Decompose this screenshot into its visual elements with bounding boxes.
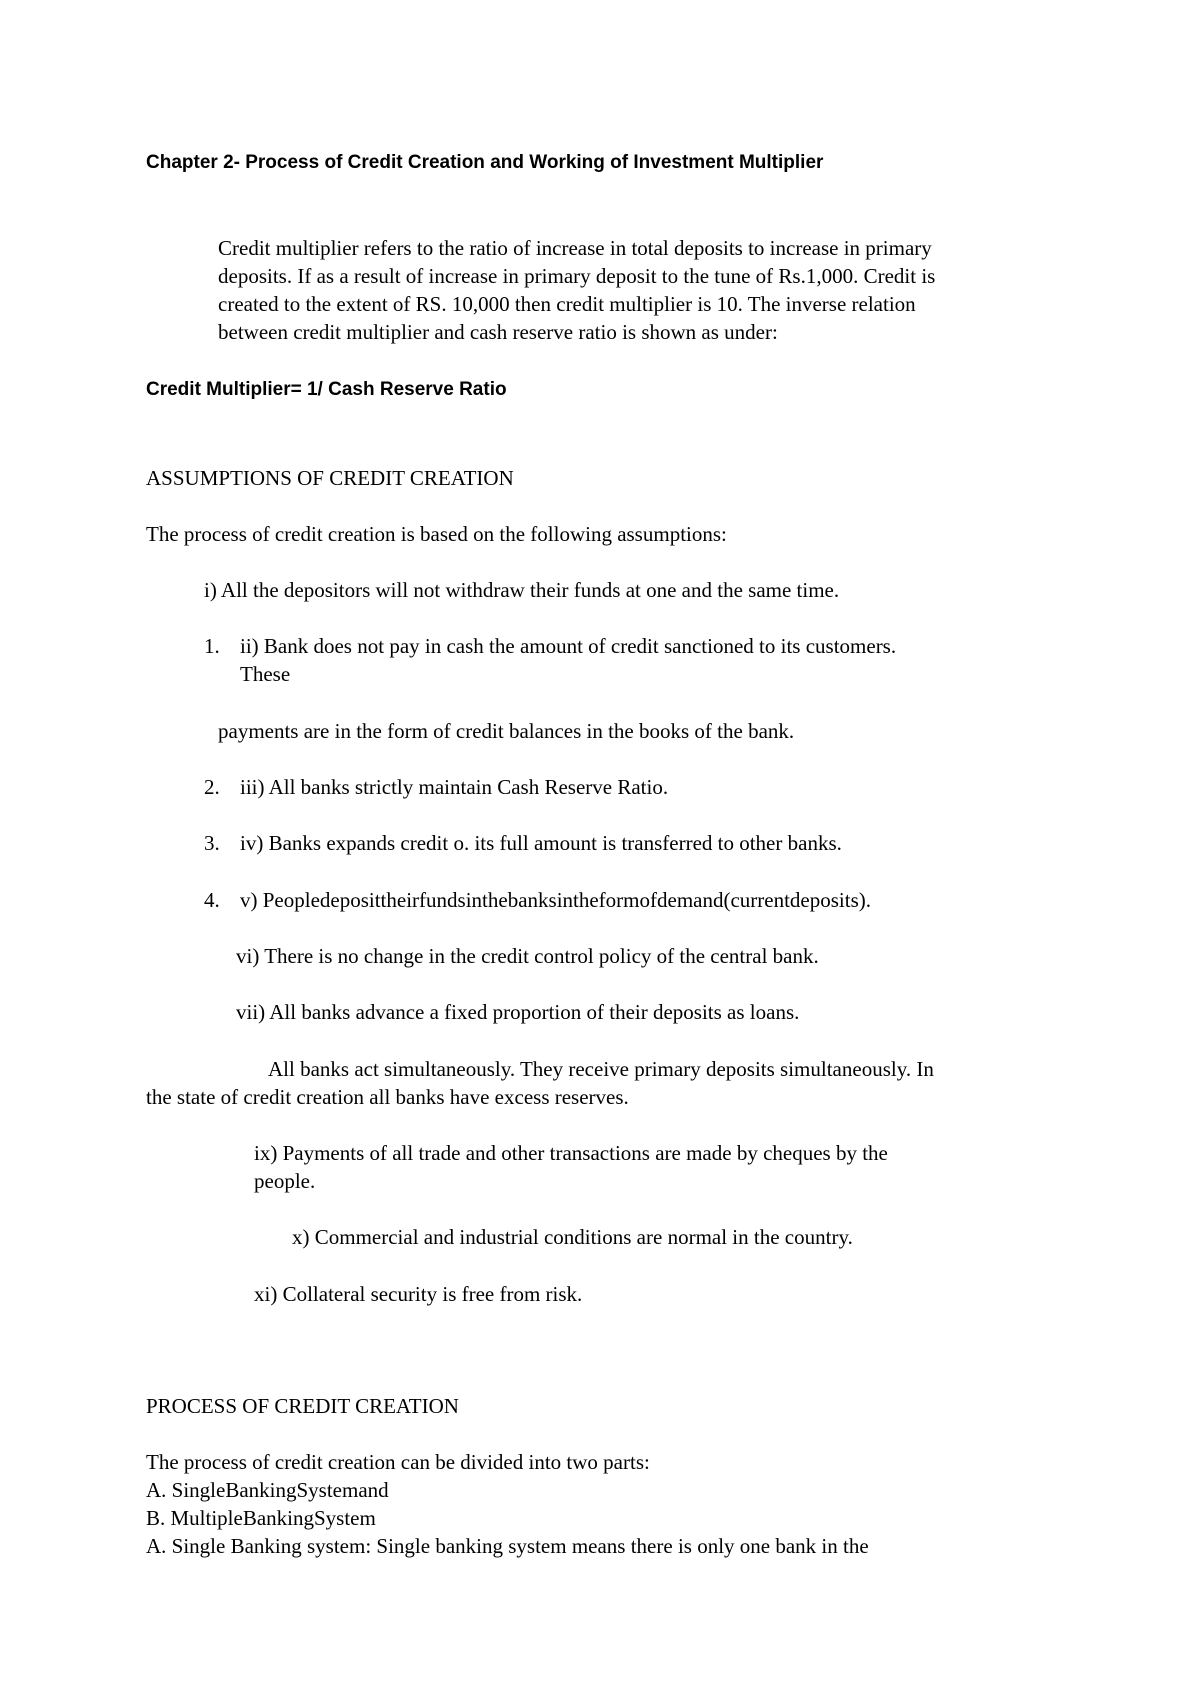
process-item: B. MultipleBankingSystem — [146, 1506, 376, 1530]
chapter-title: Chapter 2- Process of Credit Creation and Working of Investment Multiplier — [146, 152, 824, 173]
process-item: A. SingleBankingSystemand — [146, 1478, 389, 1502]
list-item: vi) There is no change in the credit control policy of the central bank. — [236, 944, 819, 968]
process-item: A. Single Banking system: Single banking system means there is only one bank in the — [146, 1534, 869, 1558]
list-item-continuation: These — [240, 662, 291, 686]
list-number: 3. — [204, 831, 220, 855]
list-item: x) Commercial and industrial conditions are normal in the country. — [292, 1225, 853, 1249]
assumptions-heading: ASSUMPTIONS OF CREDIT CREATION — [146, 466, 514, 490]
list-item: ix) Payments of all trade and other transactions are made by cheques by the — [254, 1141, 888, 1165]
list-item: xi) Collateral security is free from risk. — [254, 1282, 583, 1306]
intro-line: between credit multiplier and cash reserve ratio is shown as under: — [218, 320, 778, 344]
intro-line: Credit multiplier refers to the ratio of increase in total deposits to increase in primary — [218, 236, 932, 260]
list-item: ii) Bank does not pay in cash the amount of credit sanctioned to its customers. — [240, 634, 897, 658]
list-item-continuation: payments are in the form of credit balances in the books of the bank. — [218, 719, 795, 743]
list-item: v) Peopledeposittheirfundsinthebanksintheformofdemand(currentdeposits). — [240, 888, 872, 912]
list-item: iii) All banks strictly maintain Cash Reserve Ratio. — [240, 775, 669, 799]
assumptions-intro: The process of credit creation is based on the following assumptions: — [146, 522, 727, 546]
list-item: All banks act simultaneously. They receive primary deposits simultaneously. In — [268, 1057, 934, 1081]
list-item: vii) All banks advance a fixed proportion of their deposits as loans. — [236, 1000, 800, 1024]
intro-line: deposits. If as a result of increase in primary deposit to the tune of Rs.1,000. Credit is — [218, 264, 936, 288]
process-heading: PROCESS OF CREDIT CREATION — [146, 1394, 459, 1418]
process-intro: The process of credit creation can be divided into two parts: — [146, 1450, 650, 1474]
list-item: iv) Banks expands credit o. its full amount is transferred to other banks. — [240, 831, 842, 855]
intro-line: created to the extent of RS. 10,000 then credit multiplier is 10. The inverse relation — [218, 292, 916, 316]
formula: Credit Multiplier= 1/ Cash Reserve Ratio — [146, 379, 507, 400]
list-number: 4. — [204, 888, 220, 912]
list-item: i) All the depositors will not withdraw their funds at one and the same time. — [204, 578, 840, 602]
list-number: 1. — [204, 634, 220, 658]
list-item-continuation: the state of credit creation all banks have excess reserves. — [146, 1085, 629, 1109]
list-item-continuation: people. — [254, 1169, 316, 1193]
list-number: 2. — [204, 775, 220, 799]
